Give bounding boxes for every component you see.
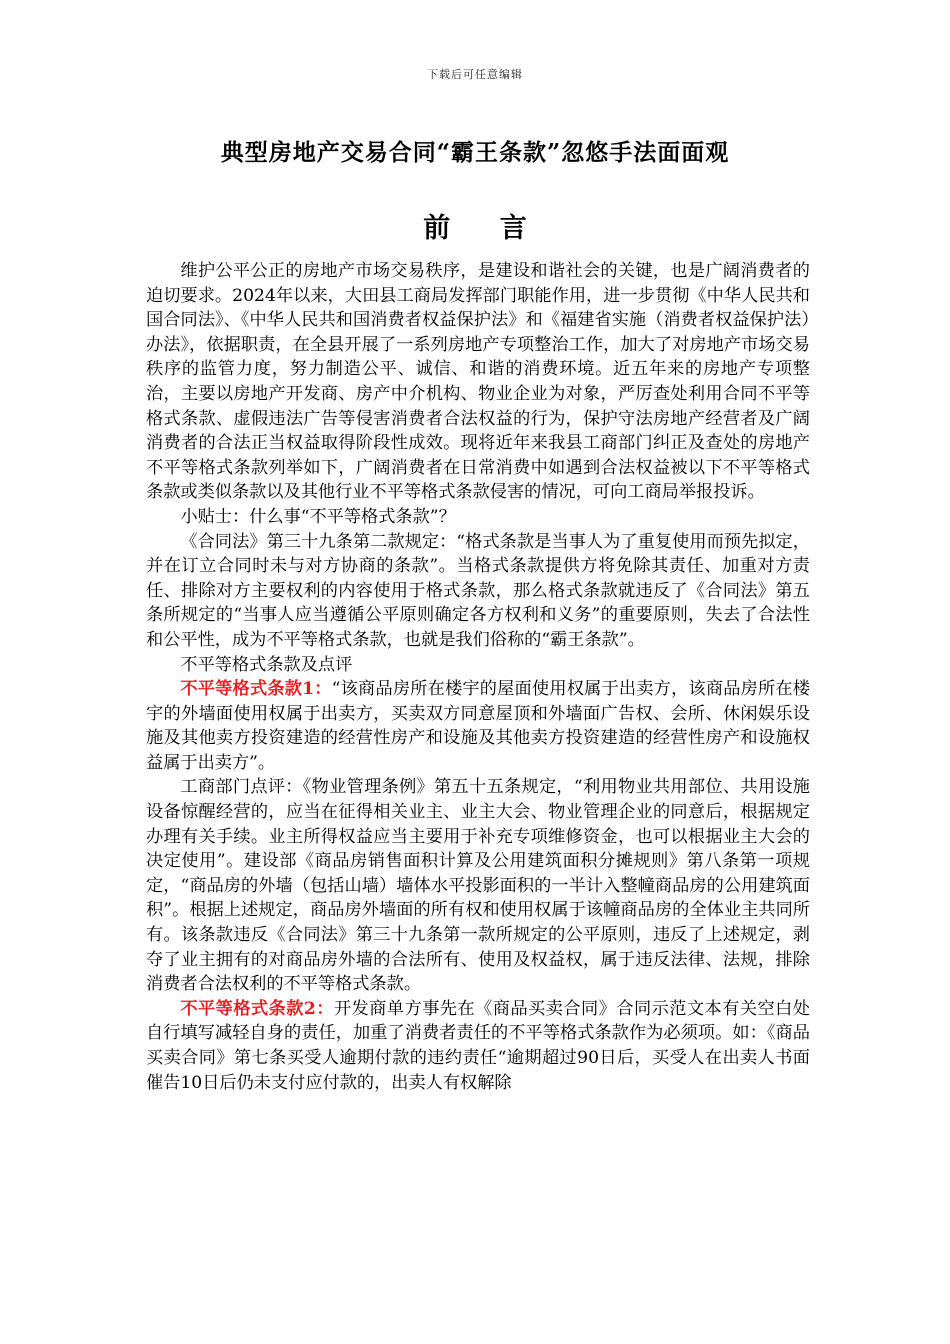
paragraph-clause-2: [146, 997, 810, 1095]
paragraph-clause-1: [146, 677, 810, 775]
section-title: 前 言: [423, 213, 547, 244]
document-title: 典型房地产交易合同“霸王条款”忽悠手法面面观: [220, 139, 730, 166]
paragraph-tip: 小贴士：什么事“不平等格式条款”？: [180, 506, 456, 527]
paragraph-definition: 《合同法》第三十九条第二款规定：“格式条款是当事人为了重复使用而预先拟定，并在订立合同时未与对方协商的条款”。当格式条款提供方将免除其责任、加重对方责任、排除对方主要权利的内容使用于格式条款，那么格式条款就违反了《合同法》第五条所规定的“当事人应当遵循公平原则确定各方权利和义务”的重要原则，失去了合法性和公平性，成为不平等格式条款，也就是我们俗称的“霸王条款”。: [146, 531, 810, 650]
clause-1-label: 不平等格式条款1：: [180, 679, 332, 700]
header-note: 下载后可任意编辑: [427, 68, 523, 81]
document-body: [146, 259, 810, 1095]
paragraph-comment-1: 工商部门点评：《物业管理条例》第五十五条规定，“利用物业共用部位、共用设施设备惊醒经营的，应当在征得相关业主、业主大会、物业管理企业的同意后，根据规定办理有关手续。业主所得权益应当主要用于补充专项维修资金，也可以根据业主大会的决定使用”。建设部《商品房销售面积计算及公用建筑面积分摊规则》第八条第一项规定，“商品房的外墙（包括山墙）墙体水平投影面积的一半计入整幢商品房的公用建筑面积”。根据上述规定，商品房外墙面的所有权和使用权属于该幢商品房的全体业主共同所有。该条款违反《合同法》第三十九条第一款所规定的公平原则，违反了上述规定，剥夺了业主拥有的对商品房外墙的合法所有、使用及权益权，属于违反法律、法规，排除消费者合法权利的不平等格式条款。: [146, 777, 810, 995]
paragraph-subheading: 不平等格式条款及点评: [180, 654, 353, 675]
clause-1-text: “该商品房所在楼宇的屋面使用权属于出卖方，该商品房所在楼宇的外墙面使用权属于出卖方，买卖双方同意屋顶和外墙面广告权、会所、休闲娱乐设施及其他卖方投资建造的经营性房产和设施及其他卖方投资建造的经营性房产和设施权益属于出卖方”。: [146, 679, 810, 773]
clause-2-label: 不平等格式条款2：: [180, 998, 334, 1019]
paragraph-intro: 维护公平公正的房地产市场交易秩序，是建设和谐社会的关键，也是广阔消费者的迫切要求。2024年以来，大田县工商局发挥部门职能作用，进一步贯彻《中华人民共和国合同法》、《中华人民共和国消费者权益保护法》和《福建省实施（消费者权益保护法）办法》，依据职责，在全县开展了一系列房地产专项整治工作，加大了对房地产市场交易秩序的监管力度，努力制造公平、诚信、和谐的消费环境。近五年来的房地产专项整治，主要以房地产开发商、房产中介机构、物业企业为对象，严厉查处利用合同不平等格式条款、虚假违法广告等侵害消费者合法权益的行为，保护守法房地产经营者及广阔消费者的合法正当权益取得阶段性成效。现将近年来我县工商部门纠正及查处的房地产不平等格式条款列举如下，广阔消费者在日常消费中如遇到合法权益被以下不平等格式条款或类似条款以及其他行业不平等格式条款侵害的情况，可向工商局举报投诉。: [146, 261, 810, 503]
clause-2-text: 开发商单方事先在《商品买卖合同》合同示范文本有关空白处自行填写减轻自身的责任，加重了消费者责任的不平等格式条款作为必须项。如：《商品买卖合同》第七条买受人逾期付款的违约责任“逾期超过90日后，买受人在出卖人书面催告10日后仍未支付应付款的，出卖人有权解除: [146, 998, 810, 1093]
